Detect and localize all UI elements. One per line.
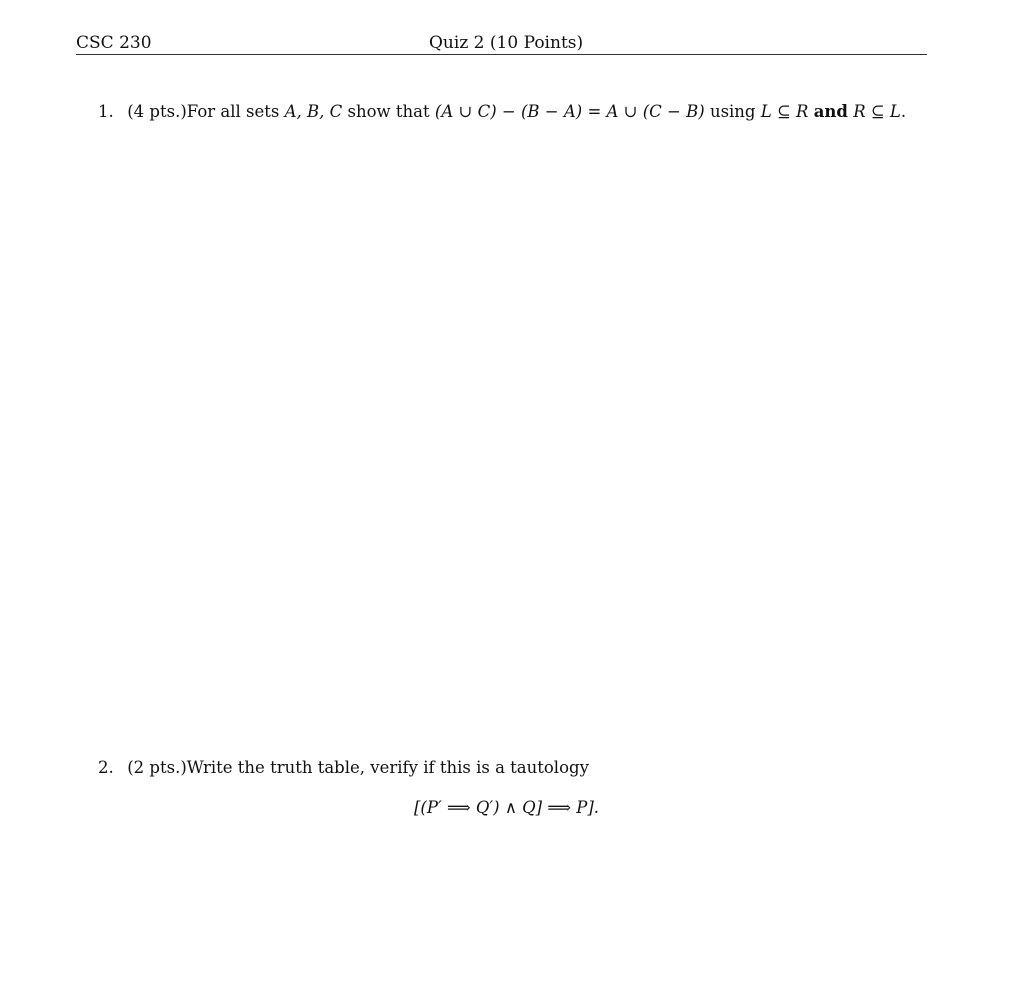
- question-text: For all sets: [186, 102, 280, 121]
- answer-space-question-1: [76, 140, 927, 740]
- math-equals: =: [587, 102, 602, 121]
- question-2: [98, 757, 589, 779]
- question-text: using: [709, 102, 756, 121]
- question-1: [98, 101, 906, 123]
- tautology-formula: [(P′ ⟹ Q′) ∧ Q] ⟹ P].: [414, 798, 600, 817]
- sentence-end: .: [900, 102, 907, 121]
- question-points: (2 pts.): [127, 758, 187, 777]
- answer-space-question-2: [76, 830, 927, 980]
- question-points: (4 pts.): [127, 102, 187, 121]
- question-text: show that: [347, 102, 430, 121]
- question-text: Write the truth table, verify if this is a tautology: [186, 758, 589, 777]
- math-lhs: (A ∪ C) − (B − A): [434, 102, 583, 121]
- bold-and: and: [813, 102, 848, 121]
- math-condition-1: L ⊆ R: [760, 102, 809, 121]
- page-header: [76, 32, 927, 55]
- question-number: 2.: [98, 758, 114, 777]
- question-number: 1.: [98, 102, 114, 121]
- course-code: CSC 230: [76, 33, 152, 53]
- math-sets: A, B, C: [284, 102, 343, 121]
- math-rhs: A ∪ (C − B): [606, 102, 705, 121]
- quiz-title: Quiz 2 (10 Points): [429, 33, 584, 53]
- math-condition-2: R ⊆ L: [853, 102, 901, 121]
